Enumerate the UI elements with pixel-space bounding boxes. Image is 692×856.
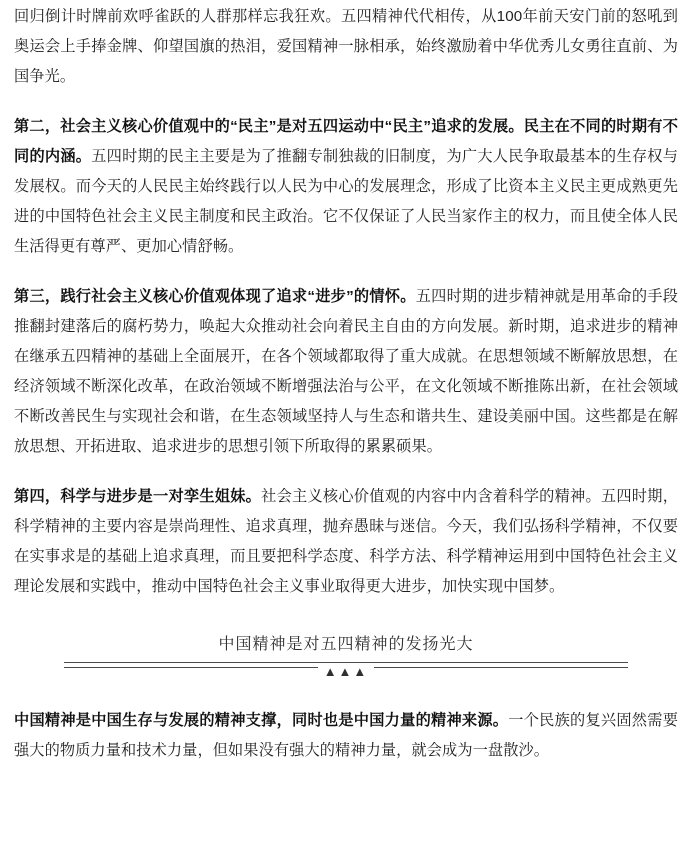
divider-rules [14, 662, 678, 680]
section-divider [14, 632, 678, 680]
section-heading: 中国精神是对五四精神的发扬光大 [208, 632, 483, 658]
paragraph-lead: 中国精神是中国生存与发展的精神支撑，同时也是中国力量的精神来源。 [14, 712, 509, 729]
paragraph-text: 五四时期的进步精神就是用革命的手段推翻封建落后的腐朽势力，唤起大众推动社会向着民主自由的方向发展。新时期，追求进步的精神在继承五四精神的基础上全面展开，在各个领域都取得了重大成就。在思想领域不断解放思想，在经济领域不断深化改革，在政治领域不断增强法治与公平，在文化领域不断推陈出新，在社会领域不断改善民生与实现社会和谐，在生态领域坚持人与生态和谐共生、建设美丽中国。这些都是在解放思想、开拓进取、追求进步的思想引领下所取得的累累硕果。 [14, 288, 679, 455]
paragraph-lead: 第二，社会主义核心价值观中的“民主”是对五四运动中“民主”追求的发展。民主在不同的时期有不同的内涵。 [14, 118, 678, 165]
paragraph-point-four [14, 482, 678, 602]
paragraph-point-two [14, 112, 678, 262]
paragraph-lead: 第三，践行社会主义核心价值观体现了追求“进步”的情怀。 [14, 288, 416, 305]
paragraph-text: 一个民族的复兴固然需要强大的物质力量和技术力量，但如果没有强大的精神力量，就会成为一盘散沙。 [14, 712, 678, 759]
triangle-ornament-glyph: ▲▲▲ [318, 665, 375, 678]
paragraph-text: 社会主义核心价值观的内容中内含着科学的精神。五四时期，科学精神的主要内容是崇尚理性、追求真理，抛弃愚昧与迷信。今天，我们弘扬科学精神，不仅要在实事求是的基础上追求真理，而且要把科学态度、科学方法、科学精神运用到中国特色社会主义理论发展和实践中，推动中国特色社会主义事业取得更大进步，加快实现中国梦。 [14, 488, 678, 595]
paragraph-lead: 第四，科学与进步是一对孪生姐妹。 [14, 488, 262, 505]
triangle-ornament-icon [14, 663, 678, 681]
paragraph-point-three [14, 282, 678, 462]
paragraph-closing [14, 706, 678, 766]
document-page [0, 2, 692, 856]
paragraph-continuation [14, 2, 678, 92]
paragraph-text: 回归倒计时牌前欢呼雀跃的人群那样忘我狂欢。五四精神代代相传，从100年前天安门前的怒吼到奥运会上手捧金牌、仰望国旗的热泪，爱国精神一脉相承，始终激励着中华优秀儿女勇往直前、为国争光。 [14, 8, 678, 85]
paragraph-text: 五四时期的民主主要是为了推翻专制独裁的旧制度，为广大人民争取最基本的生存权与发展权。而今天的人民民主始终践行以人民为中心的发展理念，形成了比资本主义民主更成熟更先进的中国特色社会主义民主制度和民主政治。它不仅保证了人民当家作主的权力，而且使全体人民生活得更有尊严、更加心情舒畅。 [14, 148, 678, 255]
